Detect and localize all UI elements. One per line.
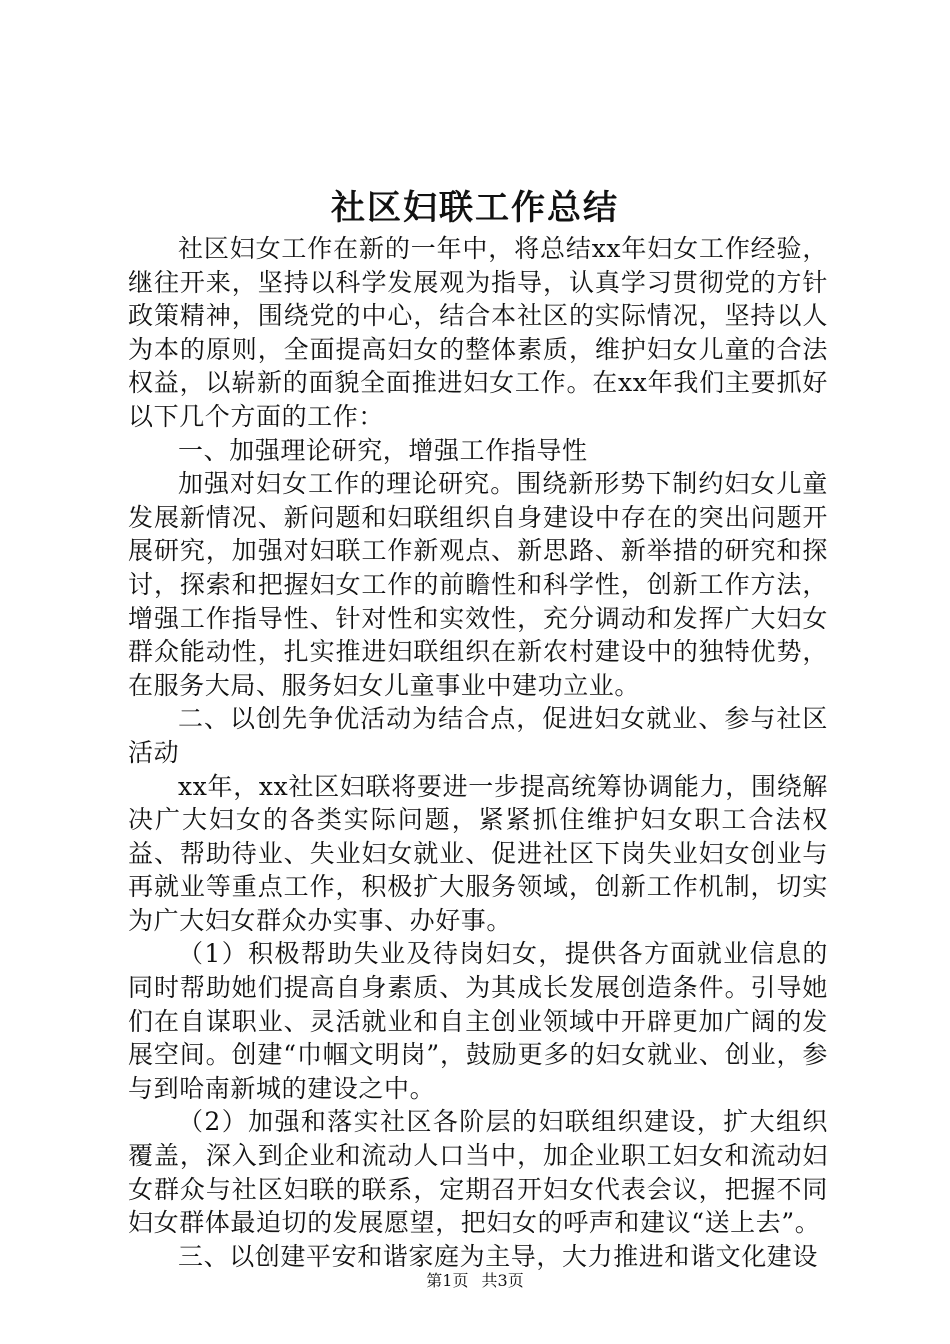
page-number: 第1页 — [426, 1271, 469, 1290]
page-footer — [0, 1271, 950, 1291]
section-heading-2: 二、以创先争优活动为结合点，促进妇女就业、参与社区活动 — [128, 704, 828, 767]
section-heading-1: 一、加强理论研究，增强工作指导性 — [178, 435, 588, 465]
paragraph-intro: 社区妇女工作在新的一年中，将总结xx年妇女工作经验，继往开来，坚持以科学发展观为指导，认真学习贯彻党的方针政策精神，围绕党的中心，结合本社区的实际情况，坚持以人为本的原则，全面提高妇女的整体素质，维护妇女儿童的合法权益，以崭新的面貌全面推进妇女工作。在xx年我们主要抓好以下几个方面的工作： — [128, 234, 828, 431]
paragraph-item-2: （2）加强和落实社区各阶层的妇联组织建设，扩大组织覆盖，深入到企业和流动人口当中，加企业职工妇女和流动妇女群众与社区妇联的联系，定期召开妇女代表会议，把握不同妇女群体最迫切的发展愿望，把妇女的呼声和建议“送上去”。 — [128, 1107, 828, 1238]
section-heading-3: 三、以创建平安和谐家庭为主导，大力推进和谐文化建设 — [178, 1241, 819, 1271]
paragraph-employment: xx年，xx社区妇联将要进一步提高统筹协调能力，围绕解决广大妇女的各类实际问题，紧紧抓住维护妇女职工合法权益、帮助待业、失业妇女就业、促进社区下岗失业妇女创业与再就业等重点工作，积极扩大服务领域，创新工作机制，切实为广大妇女群众办实事、办好事。 — [128, 771, 828, 935]
page-total: 共3页 — [481, 1271, 524, 1290]
paragraph-item-1: （1）积极帮助失业及待岗妇女，提供各方面就业信息的同时帮助她们提高自身素质、为其成长发展创造条件。引导她们在自谋职业、灵活就业和自主创业领域中开辟更加广阔的发展空间。创建“巾帼文明岗”，鼓励更多的妇女就业、创业，参与到哈南新城的建设之中。 — [128, 939, 828, 1103]
document-body — [128, 232, 828, 1273]
paragraph-theory: 加强对妇女工作的理论研究。围绕新形势下制约妇女儿童发展新情况、新问题和妇联组织自身建设中存在的突出问题开展研究，加强对妇联工作新观点、新思路、新举措的研究和探讨，探索和把握妇女工作的前瞻性和科学性，创新工作方法，增强工作指导性、针对性和实效性，充分调动和发挥广大妇女群众能动性，扎实推进妇联组织在新农村建设中的独特优势，在服务大局、服务妇女儿童事业中建功立业。 — [128, 469, 828, 700]
document-title: 社区妇联工作总结 — [331, 188, 619, 228]
